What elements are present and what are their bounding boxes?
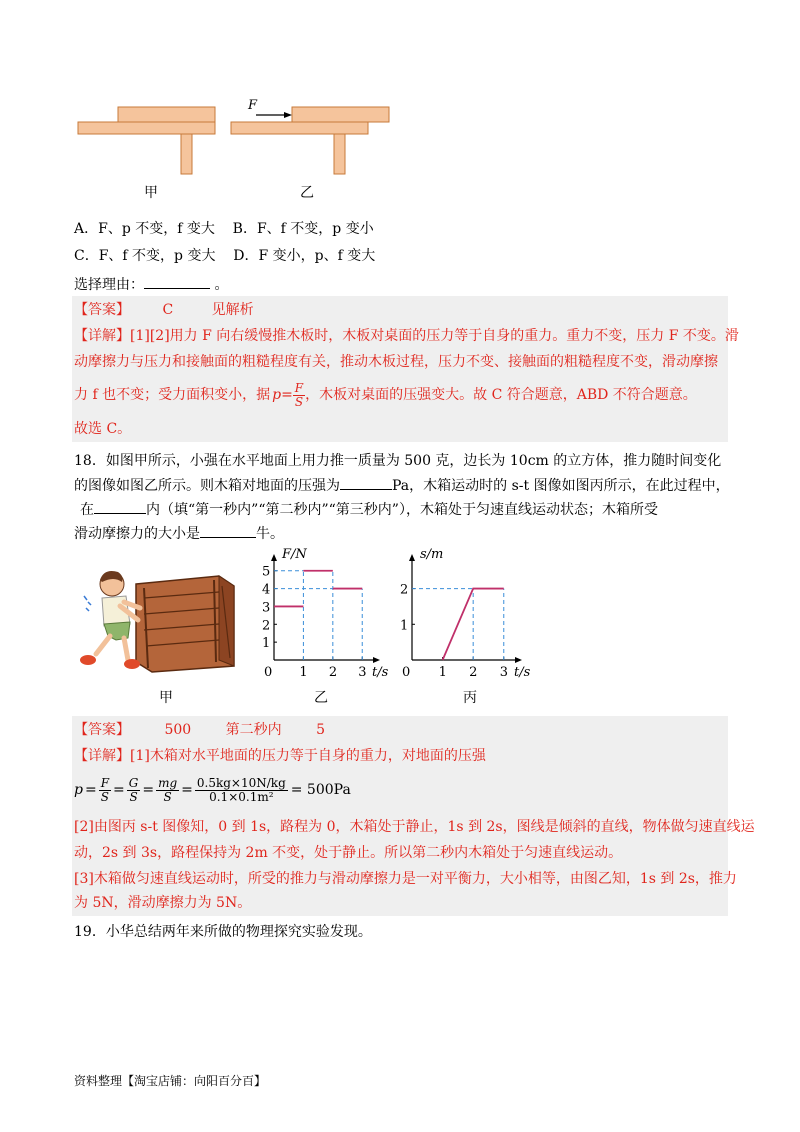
table-top-jia bbox=[78, 122, 215, 134]
q18-answer-value-2: 第二秒内 bbox=[225, 722, 282, 738]
ft-y-tick-label: 3 bbox=[262, 600, 271, 616]
q18-answer-value-3: 5 bbox=[316, 722, 326, 738]
boy bbox=[80, 571, 140, 669]
eq-f3-num: mg bbox=[158, 775, 178, 790]
st-x-tick-label: 0 bbox=[402, 665, 411, 680]
formula-denominator: S bbox=[294, 394, 304, 409]
q17-detail-line-4: 故选 C。 bbox=[74, 421, 132, 437]
fig2-label-bing: 丙 bbox=[463, 690, 477, 706]
q17-detail-line-2: 动摩擦力与压力和接触面的粗糙程度有关，推动木板过程，压力不变、接触面的粗糙程度不变，滑动摩擦 bbox=[74, 354, 718, 370]
st-x-tick-label: 3 bbox=[499, 665, 509, 680]
ft-x-tick-label: 1 bbox=[299, 665, 308, 680]
figure-label-yi: 乙 bbox=[300, 185, 314, 201]
st-x-label: t/s bbox=[514, 665, 531, 680]
q18-detail-tag: 【详解】 bbox=[74, 748, 130, 764]
q18-line-3-b: 内（填“第一秒内”“第二秒内”“第三秒内”），木箱处于匀速直线运动状态；木箱所受 bbox=[146, 502, 658, 518]
q17-answer-tag: 【答案】 bbox=[74, 302, 130, 318]
force-time-chart bbox=[250, 546, 390, 682]
eq-f2-num: G bbox=[128, 775, 139, 790]
q18-line-2-a: 的图像如图乙所示。则木箱对地面的压强为 bbox=[74, 478, 340, 494]
board-jia bbox=[118, 107, 215, 122]
q18-line-2 bbox=[74, 474, 730, 496]
formula-fraction bbox=[293, 382, 305, 409]
eq-f4-num: 0.5kg×10N/kg bbox=[196, 775, 286, 790]
st-y-axis-arrow bbox=[409, 554, 415, 561]
eq-f4-den: 0.1×0.1m² bbox=[209, 789, 274, 804]
reason-blank bbox=[144, 273, 210, 289]
eq-f3-den: S bbox=[163, 789, 172, 804]
ft-x-label: t/s bbox=[372, 665, 389, 680]
ft-y-tick-label: 4 bbox=[262, 582, 271, 598]
reason-suffix: 。 bbox=[214, 277, 229, 293]
ft-x-tick-label: 2 bbox=[328, 665, 338, 680]
table-top-yi bbox=[231, 122, 368, 134]
fig2-label-yi: 乙 bbox=[314, 690, 328, 706]
pressure-equation: p = $\frac{F}{S}$ = $\frac{G}{S}$ = $\frac{mg}{S}$ = $\frac{0.5kg\times 10N/kg}{\text{0.1×0.1m²}}$ = 500Pa bbox=[74, 775, 351, 804]
q18-line-3 bbox=[80, 498, 658, 520]
st-x-tick-label: 1 bbox=[438, 665, 447, 680]
q18-line-2-b: Pa，木箱运动时的 s-t 图像如图丙所示，在此过程中， bbox=[392, 478, 730, 494]
q19-line-1: 19．小华总结两年来所做的物理探究实验发现。 bbox=[74, 924, 372, 940]
q18-blank-2 bbox=[94, 498, 146, 514]
q18-detail-text-1: [1]木箱对水平地面的压力等于自身的重力，对地面的压强 bbox=[130, 748, 486, 764]
q17-answer-line bbox=[74, 300, 254, 320]
board-table-figure bbox=[70, 90, 400, 190]
options-line-1: A．F、p 不变，f 变大 B．F、f 不变，p 变小 bbox=[74, 221, 374, 237]
q17-answer-value-1: C bbox=[162, 302, 174, 318]
reason-prefix: 选择理由： bbox=[74, 277, 144, 293]
q18-detail-line-4: [3]木箱做匀速直线运动时，所受的推力与滑动摩擦力是一对平衡力，大小相等，由图乙知，1s 到 2s，推力 bbox=[74, 871, 737, 887]
board-yi bbox=[292, 107, 389, 122]
reason-line bbox=[74, 273, 228, 295]
q18-answer-value-1: 500 bbox=[164, 722, 192, 738]
ft-y-tick-label: 2 bbox=[262, 618, 271, 634]
ft-y-tick-label: 5 bbox=[262, 564, 271, 580]
q18-line-4-b: 牛。 bbox=[256, 526, 284, 542]
footer-text: 资料整理【淘宝店铺：向阳百分百】 bbox=[74, 1074, 267, 1088]
q17-detail-line-3: 力 f 也不变；受力面积变小，据 p = $\frac{F}{S}$ ，木板对桌面的压强变大。故 C 符合题意，ABD 不符合题意。 bbox=[74, 380, 697, 409]
st-y-tick-label: 2 bbox=[400, 582, 409, 598]
q17-answer-value-2: 见解析 bbox=[211, 302, 254, 318]
eq-f1-den: S bbox=[100, 789, 109, 804]
q17-detail-text-3b: ，木板对桌面的压强变大。故 C 符合题意，ABD 不符合题意。 bbox=[305, 387, 697, 403]
q17-detail-tag: 【详解】 bbox=[74, 328, 130, 344]
q18-blank-3 bbox=[200, 522, 256, 538]
boy-pushing-crate-illustration bbox=[74, 562, 244, 674]
q18-detail-line-3: 动，2s 到 3s，路程保持为 2m 不变，处于静止。所以第二秒内木箱处于匀速直线运动。 bbox=[74, 845, 623, 861]
ft-x-tick-label: 3 bbox=[358, 665, 367, 680]
q18-line-3-a: 在 bbox=[80, 502, 94, 518]
ft-y-axis-arrow bbox=[271, 554, 277, 561]
ft-y-label: F/N bbox=[282, 547, 307, 562]
eq-f1-num: F bbox=[100, 775, 110, 790]
formula-p: p bbox=[272, 387, 282, 403]
q17-detail-line-1 bbox=[74, 326, 739, 346]
q17-detail-text-1: [1][2]用力 F 向右缓慢推木板时，木板对桌面的压力等于自身的重力。重力不变，压力 F 不变。滑 bbox=[130, 328, 739, 344]
fig2-label-jia: 甲 bbox=[159, 690, 173, 706]
crate bbox=[136, 576, 234, 672]
ft-y-tick-label: 1 bbox=[262, 636, 271, 652]
st-x-tick-label: 2 bbox=[469, 665, 478, 680]
q18-detail-line-1 bbox=[74, 746, 486, 766]
eq-result: = 500Pa bbox=[290, 782, 351, 798]
options-line-2: C．F、f 不变，p 变大 D．F 变小，p、f 变大 bbox=[74, 248, 376, 264]
q17-detail-text-3a: 力 f 也不变；受力面积变小，据 bbox=[74, 387, 271, 403]
ft-x-axis-arrow bbox=[373, 657, 380, 663]
force-arrow-head bbox=[284, 112, 292, 118]
q18-blank-1 bbox=[340, 474, 392, 490]
table-leg-jia bbox=[181, 134, 192, 174]
table-leg-yi bbox=[334, 134, 345, 174]
st-y-tick-label: 1 bbox=[400, 618, 409, 634]
q18-line-4 bbox=[74, 522, 284, 544]
st-y-label: s/m bbox=[420, 547, 444, 562]
q18-answer-line bbox=[74, 720, 325, 740]
st-x-axis-arrow bbox=[515, 657, 522, 663]
eq-f2-den: S bbox=[129, 789, 138, 804]
eq-p: p bbox=[74, 782, 83, 798]
figure-label-jia: 甲 bbox=[144, 185, 158, 201]
q18-line-1: 18．如图甲所示，小强在水平地面上用力推一质量为 500 克，边长为 10cm 的立方体，推力随时间变化 bbox=[74, 453, 722, 469]
q18-detail-line-5: 为 5N，滑动摩擦力为 5N。 bbox=[74, 895, 252, 911]
q18-line-4-a: 滑动摩擦力的大小是 bbox=[74, 526, 200, 542]
q18-answer-tag: 【答案】 bbox=[74, 722, 130, 738]
formula-numerator: F bbox=[294, 380, 304, 395]
distance-time-chart bbox=[390, 546, 536, 682]
q18-detail-line-2: [2]由图丙 s-t 图像知，0 到 1s，路程为 0，木箱处于静止，1s 到 2s，图线是倾斜的直线，物体做匀速直线运 bbox=[74, 819, 755, 835]
force-label: F bbox=[248, 98, 258, 113]
ft-x-tick-label: 0 bbox=[264, 665, 273, 680]
